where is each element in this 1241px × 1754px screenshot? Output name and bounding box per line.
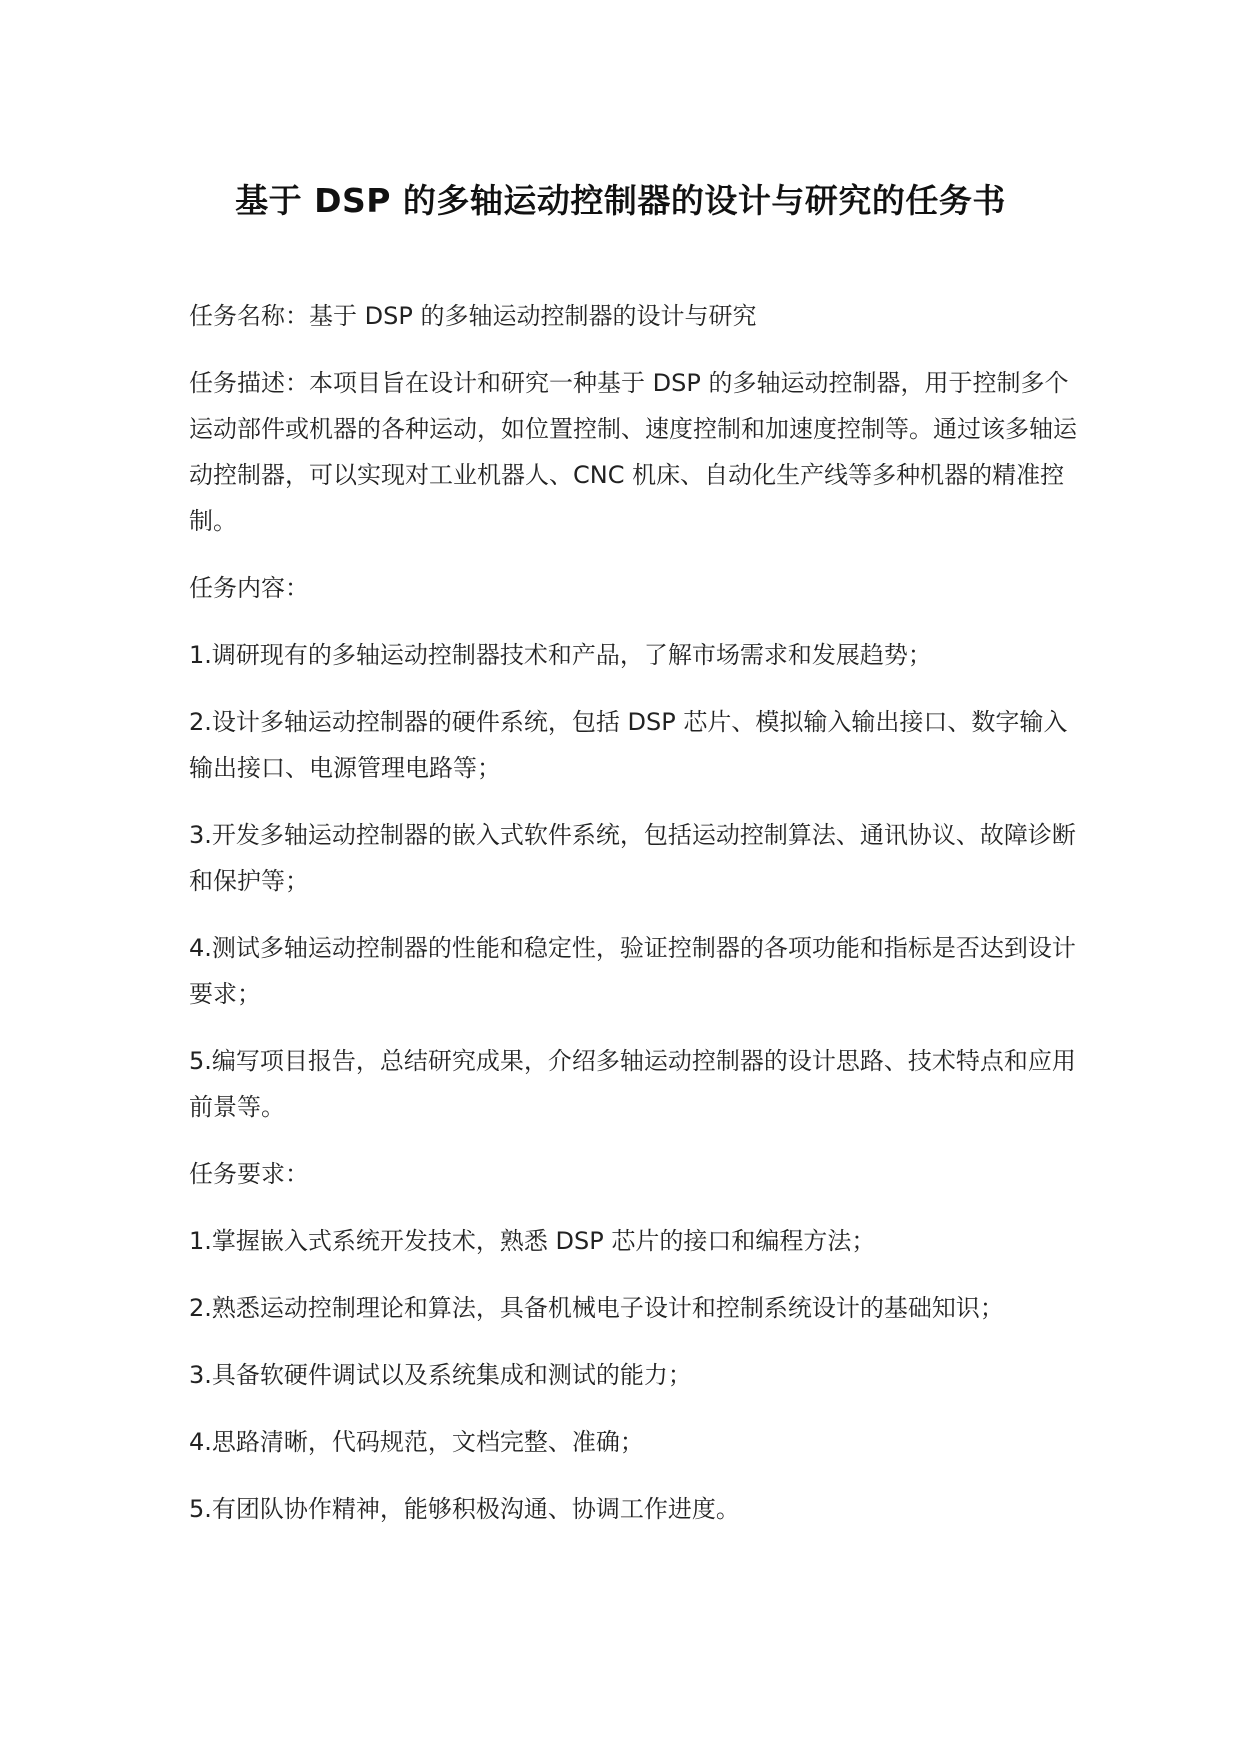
document-title: 基于 DSP 的多轴运动控制器的设计与研究的任务书 [235,181,1006,220]
task-requirement-item-3: 3.具备软硬件调试以及系统集成和测试的能力； [189,1361,692,1389]
task-content-item-3: 3.开发多轴运动控制器的嵌入式软件系统，包括运动控制算法、通讯协议、故障诊断和保护等； [189,821,1076,895]
task-content-heading: 任务内容： [189,574,309,602]
task-description-paragraph: 任务描述：本项目旨在设计和研究一种基于 DSP 的多轴运动控制器，用于控制多个运动部件或机器的各种运动，如位置控制、速度控制和加速度控制等。通过该多轴运动控制器，可以实现对工业机器人、CNC 机床、自动化生产线等多种机器的精准控制。 [189,369,1077,535]
task-requirement-item-1: 1.掌握嵌入式系统开发技术，熟悉 DSP 芯片的接口和编程方法； [189,1227,876,1255]
task-content-item-1: 1.调研现有的多轴运动控制器技术和产品，了解市场需求和发展趋势； [189,641,932,669]
document-body [189,293,1079,1553]
task-content-item-5: 5.编写项目报告，总结研究成果，介绍多轴运动控制器的设计思路、技术特点和应用前景等。 [189,1047,1076,1121]
task-content-item-4: 4.测试多轴运动控制器的性能和稳定性，验证控制器的各项功能和指标是否达到设计要求； [189,934,1076,1008]
task-requirements-heading: 任务要求： [189,1160,309,1188]
task-name-paragraph: 任务名称：基于 DSP 的多轴运动控制器的设计与研究 [189,302,757,330]
task-content-item-2: 2.设计多轴运动控制器的硬件系统，包括 DSP 芯片、模拟输入输出接口、数字输入输出接口、电源管理电路等； [189,708,1068,782]
task-requirement-item-5: 5.有团队协作精神，能够积极沟通、协调工作进度。 [189,1495,740,1523]
task-requirement-item-4: 4.思路清晰，代码规范，文档完整、准确； [189,1428,644,1456]
task-requirement-item-2: 2.熟悉运动控制理论和算法，具备机械电子设计和控制系统设计的基础知识； [189,1294,1004,1322]
